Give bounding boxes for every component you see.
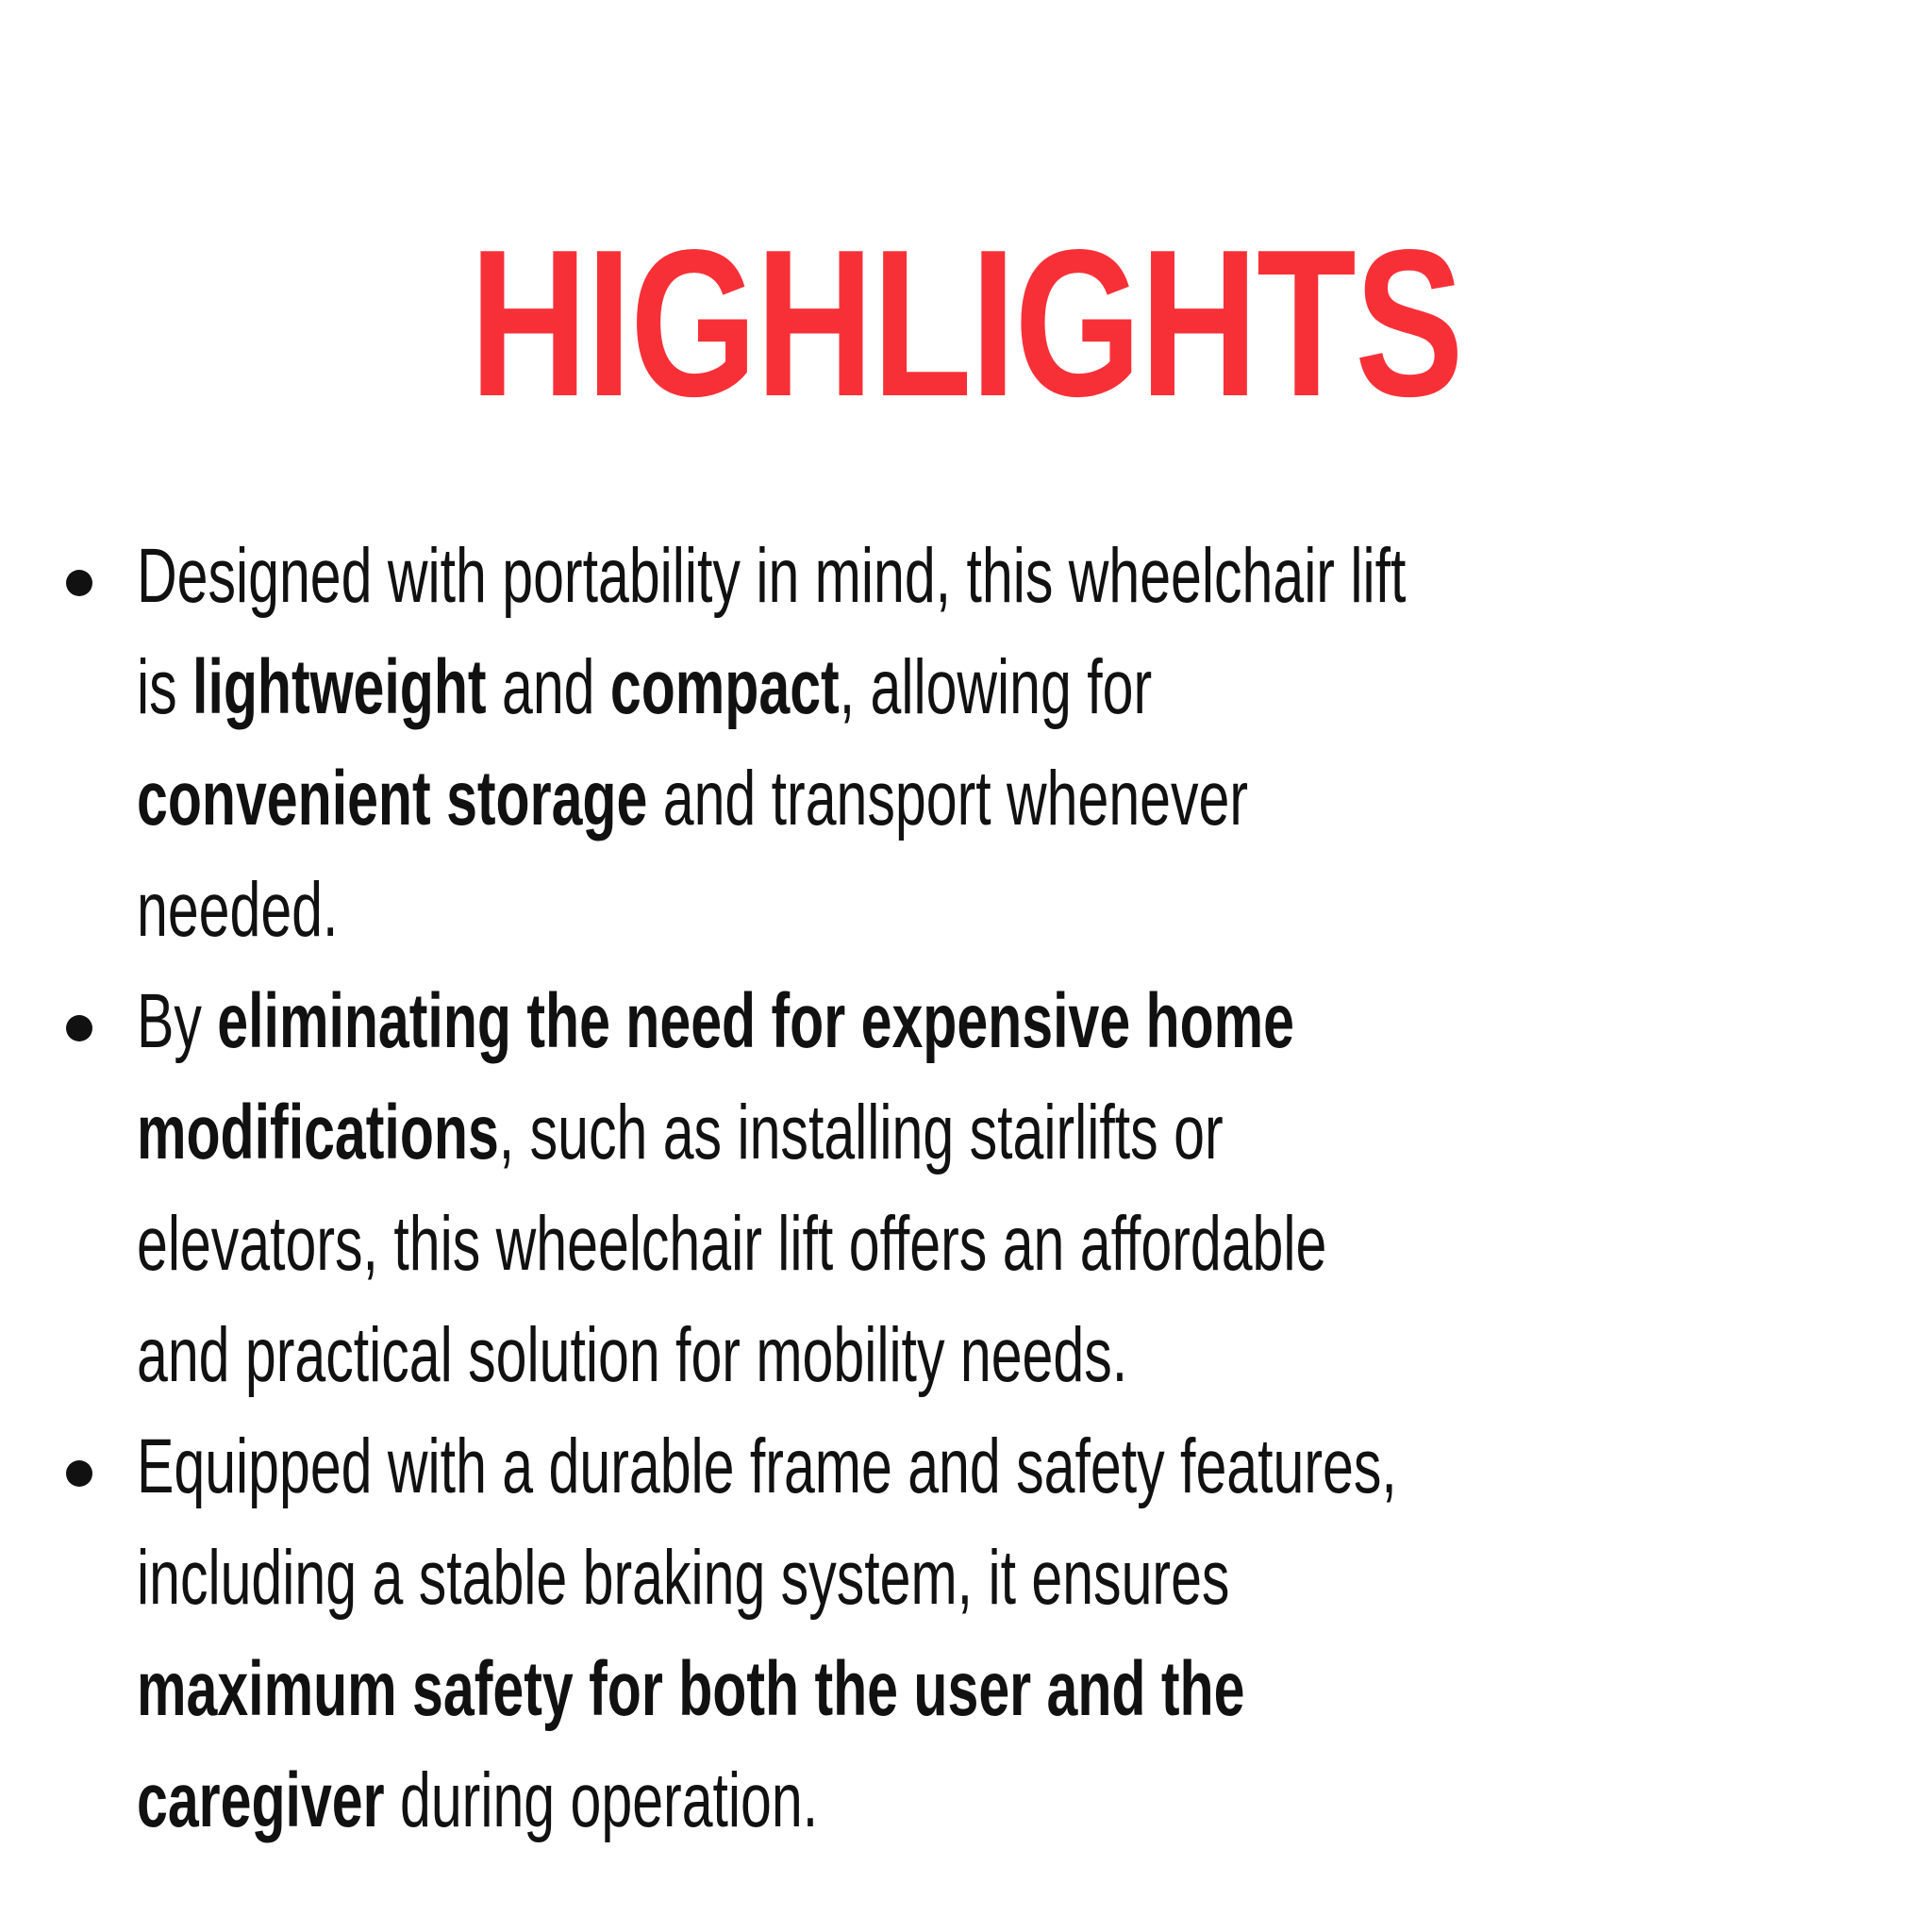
text-run: , allowing for <box>839 644 1153 730</box>
bullet-icon <box>66 1460 92 1487</box>
list-item <box>0 1411 1795 1857</box>
bold-text-run: compact <box>609 644 840 730</box>
text-run: Equipped with a durable frame and safety features, including a stable braking system, it ensures <box>137 1424 1397 1621</box>
text-run: By <box>137 978 218 1064</box>
bullet-icon <box>66 1015 92 1041</box>
text-run: , such as installing stairlifts or elevators, this wheelchair lift offers an affordable and practical solution for mobility needs. <box>137 1090 1327 1398</box>
bold-text-run: maximum safety for both the user and the caregiver <box>137 1646 1245 1843</box>
bold-text-run: convenient storage <box>137 756 648 841</box>
bullet-text <box>137 521 1427 966</box>
list-item <box>0 966 1795 1411</box>
bullet-text <box>137 1411 1427 1857</box>
bullet-text <box>137 966 1427 1411</box>
text-run: during operation. <box>384 1757 819 1843</box>
highlights-list <box>0 521 1932 1857</box>
bullet-icon <box>66 570 92 596</box>
text-run: and transport whenever needed. <box>137 756 1249 953</box>
highlights-heading: HIGHLIGHTS <box>469 207 1463 441</box>
bold-text-run: lightweight <box>192 644 487 730</box>
text-run: Designed with portability in mind, this wheelchair lift is <box>137 533 1407 730</box>
text-run: and <box>486 644 610 730</box>
list-item <box>0 521 1795 966</box>
bold-text-run: eliminating the need for expensive home modifications <box>137 978 1295 1175</box>
